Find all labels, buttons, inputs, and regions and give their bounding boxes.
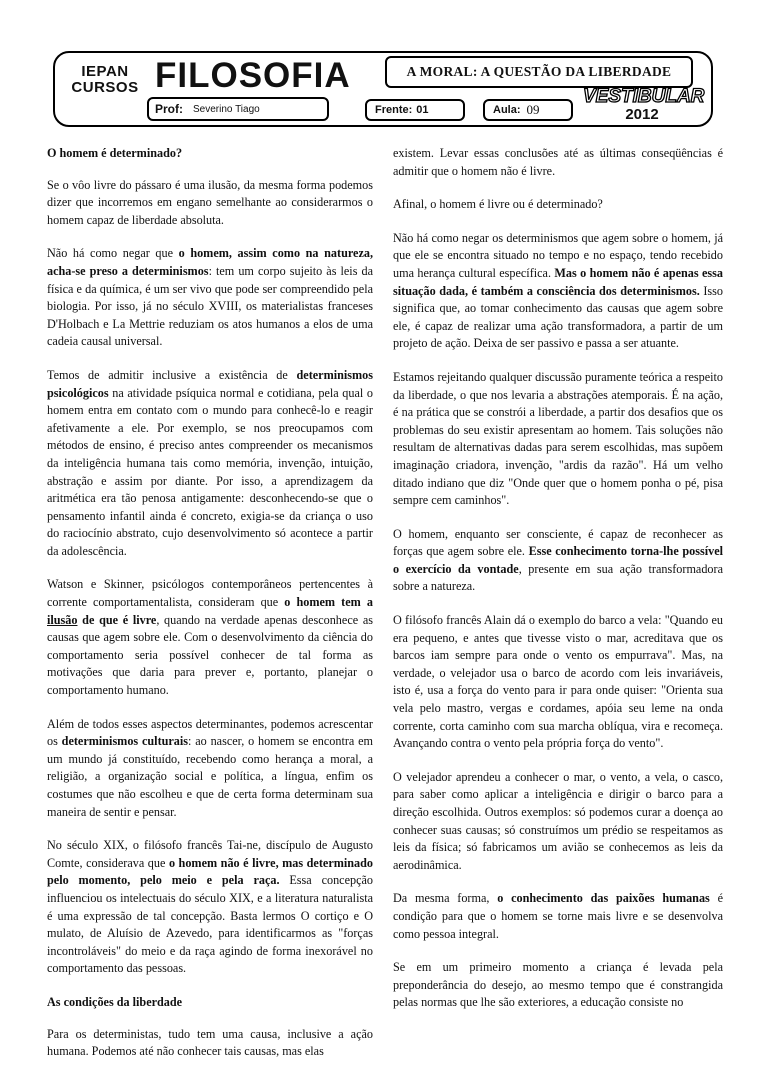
section-heading: O homem é determinado? bbox=[47, 146, 183, 160]
header-frame bbox=[53, 51, 713, 127]
paragraph: O filósofo francês Alain dá o exemplo do barco a vela: "Quando eu era pequeno, e antes que tivesse visto o mar, acreditava que os barcos iam sempre para onde o vento os empurrava". Mas, na verdade, o velejador usa o barco de acordo com leis invariáveis, isto é, usa a força do vento para ir para onde quiser: "Orienta sua vela pelo mastro, vergas e cordames, apóia seu leme na onda corrente, corta caminho com sua marcha oblíqua, vira e recomeça. Avançando contra o vento pela própria força do vento". bbox=[393, 613, 723, 751]
paragraph: Afinal, o homem é livre ou é determinado? bbox=[393, 197, 603, 212]
aula-box bbox=[483, 99, 573, 121]
institution-line-1: IEPAN bbox=[81, 63, 129, 80]
paragraph: Temos de admitir inclusive a existência de determinismos psicológicos na atividade psíquica normal e cotidiana, pela qual o homem entra em contato com o mundo para conhecê-lo e reagir afetivamente a ele. Por exemplo, se nos preocupamos com métodos de ensino, é preciso antes compreender os mecanismos da inteligência humana tais como memória, invenção, intuição, abstração e assim por diante. Por isso, a aprendizagem da aritmética era tão penosa antigamente: desconhecendo-se que o pensamento infantil ainda é concreto, exigia-se da criança o uso do raciocínio abstrato, cujo desenvolvimento só acontece a partir da adolescência. bbox=[47, 367, 373, 558]
institution-line-2: CURSOS bbox=[71, 79, 139, 96]
section-heading: As condições da liberdade bbox=[47, 994, 183, 1009]
frente-label: Frente: bbox=[375, 104, 413, 116]
professor-label: Prof: bbox=[155, 102, 183, 116]
paragraph: Para os deterministas, tudo tem uma causa, inclusive a ação humana. Podemos até não conhecer tais causas, mas elas bbox=[47, 1026, 373, 1059]
paragraph: Se em um primeiro momento a criança é levada pela preponderância do desejo, ao mesmo tempo que é constrangida pelas normas que lhe são exteriores, a educação consiste no bbox=[393, 960, 723, 1010]
paragraph: O velejador aprendeu a conhecer o mar, o vento, a vela, o casco, para saber como aplicar a inteligência e dirigir o barco para a direção escolhida. Outros exemplos: só podemos curar a doença ao conhecer suas causas; só construímos um prédio se respeitamos as leis da física; só fabricamos um avião se conhecemos as leis da aerodinâmica. bbox=[393, 769, 723, 872]
aula-value: 09 bbox=[526, 102, 540, 117]
topic-title: A MORAL: A QUESTÃO DA LIBERDADE bbox=[385, 56, 693, 88]
paragraph: Estamos rejeitando qualquer discussão puramente teórica a respeito da liberdade, o que nos levaria a abstrações atemporais. É na ação, é na prática que se constrói a liberdade, a partir dos desafios que os problemas do seu existir apresentam ao homem. Tais soluções não resultam de alternativas dadas para serem escolhidas, mas supõem imaginação criadora, invenção, "ardis da razão". Há um velho ditado indiano que diz "Onde quer que o homem ponha o pé, pisa sempre cem caminhos". bbox=[393, 369, 723, 508]
professor-name: Severino Tiago bbox=[193, 103, 260, 115]
subject-title: FILOSOFIA bbox=[155, 56, 351, 95]
paragraph: Não há como negar que o homem, assim como na natureza, acha-se preso a determinismos: tem um corpo sujeito às leis da física e da química, é um ser vivo que pode ser compreendido pela biologia. Por isso, já no século XVIII, os materialistas franceses D'Holbach e La Mettrie reduziam os atos humanos a elos de uma cadeia causal universal. bbox=[47, 246, 373, 349]
frente-value: 01 bbox=[416, 104, 429, 116]
paragraph: O homem, enquanto ser consciente, é capaz de reconhecer as forças que agem sobre ele. Esse conhecimento torna-lhe possível o exercício da vontade, presente em sua ação transformadora sobre a natureza. bbox=[393, 526, 723, 594]
paragraph: existem. Levar essas conclusões até as últimas conseqüências é admitir que o homem não é livre. bbox=[393, 146, 723, 178]
paragraph: No século XIX, o filósofo francês Tai-ne, discípulo de Augusto Comte, considerava que o homem não é livre, mas determinado pelo momento, pelo meio e pela raça. Essa concepção influenciou os intelectuais do século XIX, e a literatura naturalista é uma expressão de tal concepção. Basta lermos O cortiço e O mulato, de Aluísio de Azevedo, para identificarmos as "forças incontroláveis" do meio e da raça agindo de forma inexorável no comportamento das pessoas. bbox=[47, 838, 374, 976]
left-column bbox=[47, 145, 373, 1077]
exam-label: VESTIBULAR bbox=[583, 86, 705, 107]
paragraph: Além de todos esses aspectos determinantes, podemos acrescentar os determinismos culturais: ao nascer, o homem se encontra em um mundo já constituído, recebendo como herança a moral, a religião, a organização social e política, a língua, enfim os costumes que não escolheu e que de certa forma determinam sua maneira de sentir e pensar. bbox=[47, 716, 374, 819]
institution-name bbox=[70, 64, 140, 96]
professor-box bbox=[147, 97, 329, 121]
exam-year: 2012 bbox=[625, 106, 659, 123]
aula-label: Aula: bbox=[493, 104, 521, 116]
paragraph: Se o vôo livre do pássaro é uma ilusão, da mesma forma podemos dizer que incorremos em engano semelhante ao considerarmos o homem capaz de liberdade absoluta. bbox=[47, 177, 373, 227]
paragraph: Não há como negar os determinismos que agem sobre o homem, já que ele se encontra situado no tempo e no espaço, tendo recebido uma herança cultural específica. Mas o homem não é apenas essa situação dada, é também a consciência dos determinismos. Isso significa que, ao tomar conhecimento das causas que agem sobre ele, é capaz de realizar uma ação transformadora, a partir de um projeto de ação. Deixa de ser passivo e passa a ser atuante. bbox=[393, 230, 724, 351]
paragraph: Watson e Skinner, psicólogos contemporâneos pertencentes à corrente comportamentalista, consideram que o homem tem a ilusão de que é livre, quando na verdade apenas desconhece as causas que agem sobre ele. Com o desenvolvimento da ciência do comportamento seria possível conhecer de tal forma as motivações que daria para prever e, portanto, planejar o comportamento humano. bbox=[47, 577, 373, 698]
paragraph: Da mesma forma, o conhecimento das paixões humanas é condição para que o homem se torne mais livre e se desenvolva como pessoa integral. bbox=[393, 891, 723, 941]
frente-box bbox=[365, 99, 465, 121]
right-column bbox=[393, 145, 723, 1028]
